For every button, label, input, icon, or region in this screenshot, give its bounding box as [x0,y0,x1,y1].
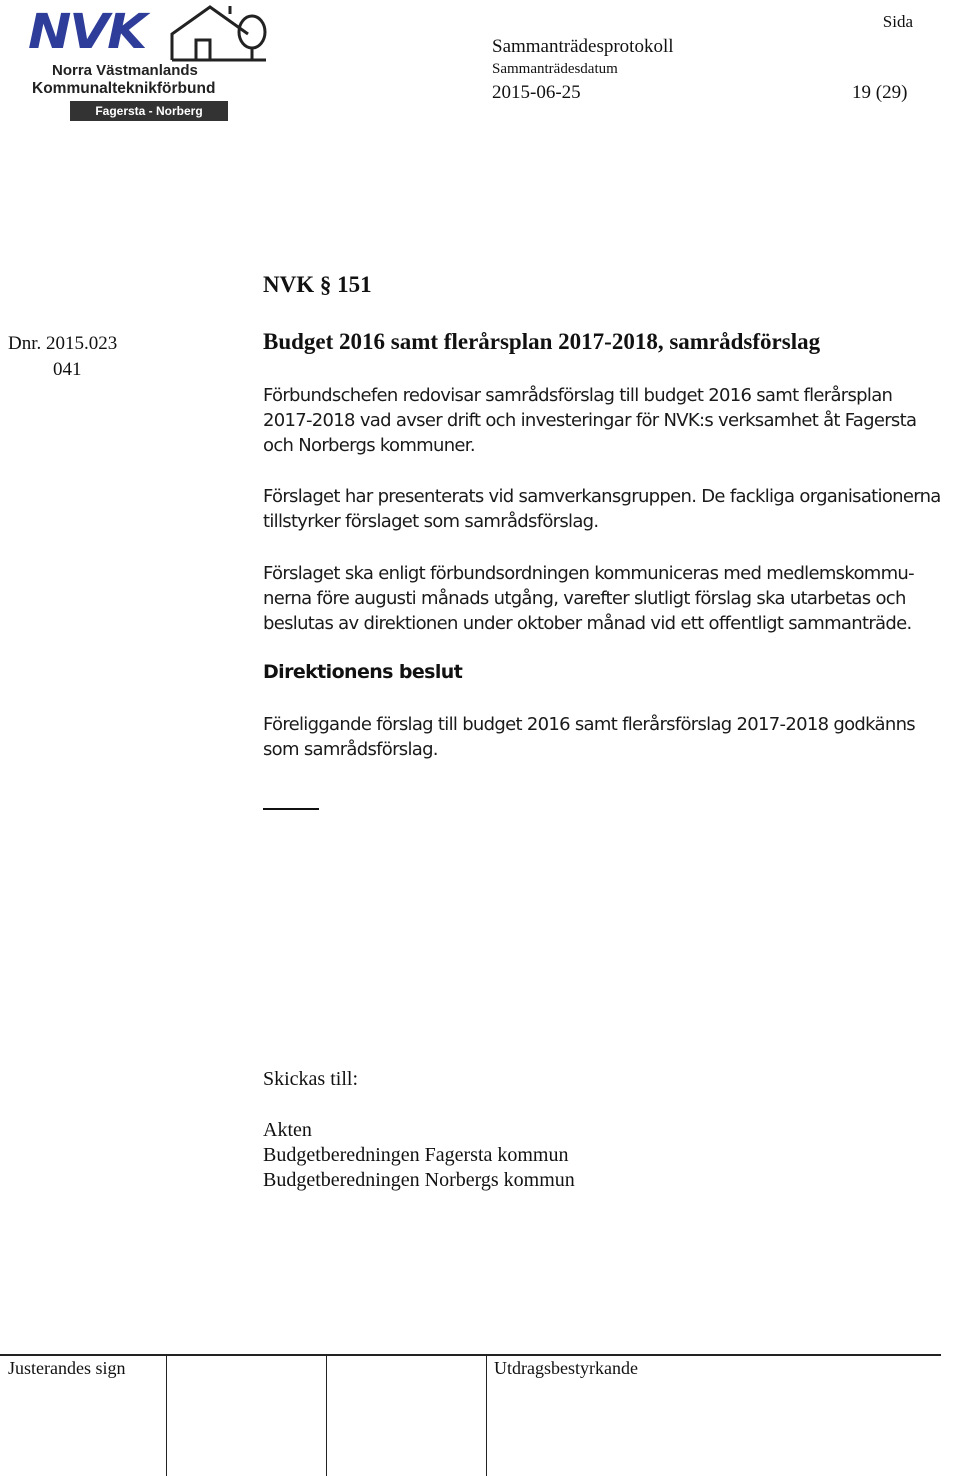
utdragsbestyrkande-label: Utdragsbestyrkande [494,1358,638,1378]
paragraph-procedure: Förslaget ska enligt förbundsordningen kommuniceras med medlemskommu- nerna före augusti månads utgång, varefter slutligt förslag ska utarbetas och beslutas av direktionen under oktober månad vid ett offentligt sammanträde. [263,563,914,634]
protocol-title: Sammanträdesprotokoll [492,36,674,57]
decision-heading: Direktionens beslut [263,661,463,683]
case-title: NVK § 151 [263,272,372,297]
section-divider [263,808,319,810]
list-item: Akten [263,1119,312,1141]
page-label: Sida [882,12,913,31]
list-item: Budgetberedningen Fagersta kommun [263,1144,569,1166]
logo-bar-text: Fagersta - Norberg [95,104,203,118]
house-tree-icon [170,4,270,62]
page-number: 19 (29) [852,82,908,103]
registration-code: 041 [53,359,82,380]
distribution-list [263,1118,575,1193]
logo-text-line1: Norra Västmanlands [52,62,198,79]
registration-number: Dnr. 2015.023 [8,333,118,354]
distribution-label: Skickas till: [263,1068,358,1090]
decision-text: Föreliggande förslag till budget 2016 samt flerårsförslag 2017-2018 godkänns som samrådsförslag. [263,714,915,760]
footer-divider [326,1354,327,1476]
paragraph-consultation: Förslaget har presenterats vid samverkansgruppen. De fackliga organisationerna tillstyrker förslaget som samrådsförslag. [263,486,941,532]
footer-border [0,1354,941,1356]
logo-abbreviation: NVK [28,4,146,60]
logo-text-line2: Kommunalteknikförbund [32,80,216,97]
footer-divider [166,1354,167,1476]
meeting-date: 2015-06-25 [492,82,581,103]
list-item: Budgetberedningen Norbergs kommun [263,1169,575,1191]
paragraph-presentation: Förbundschefen redovisar samrådsförslag till budget 2016 samt flerårsplan 2017-2018 vad avser drift och investeringar för NVK:s verksamhet åt Fagersta och Norbergs kommuner. [263,385,917,456]
matter-heading: Budget 2016 samt flerårsplan 2017-2018, samrådsförslag [263,329,821,354]
organization-logo [24,4,254,122]
meeting-date-label: Sammanträdesdatum [492,61,618,77]
justerandes-sign-label: Justerandes sign [8,1358,126,1378]
footer-divider [486,1354,487,1476]
